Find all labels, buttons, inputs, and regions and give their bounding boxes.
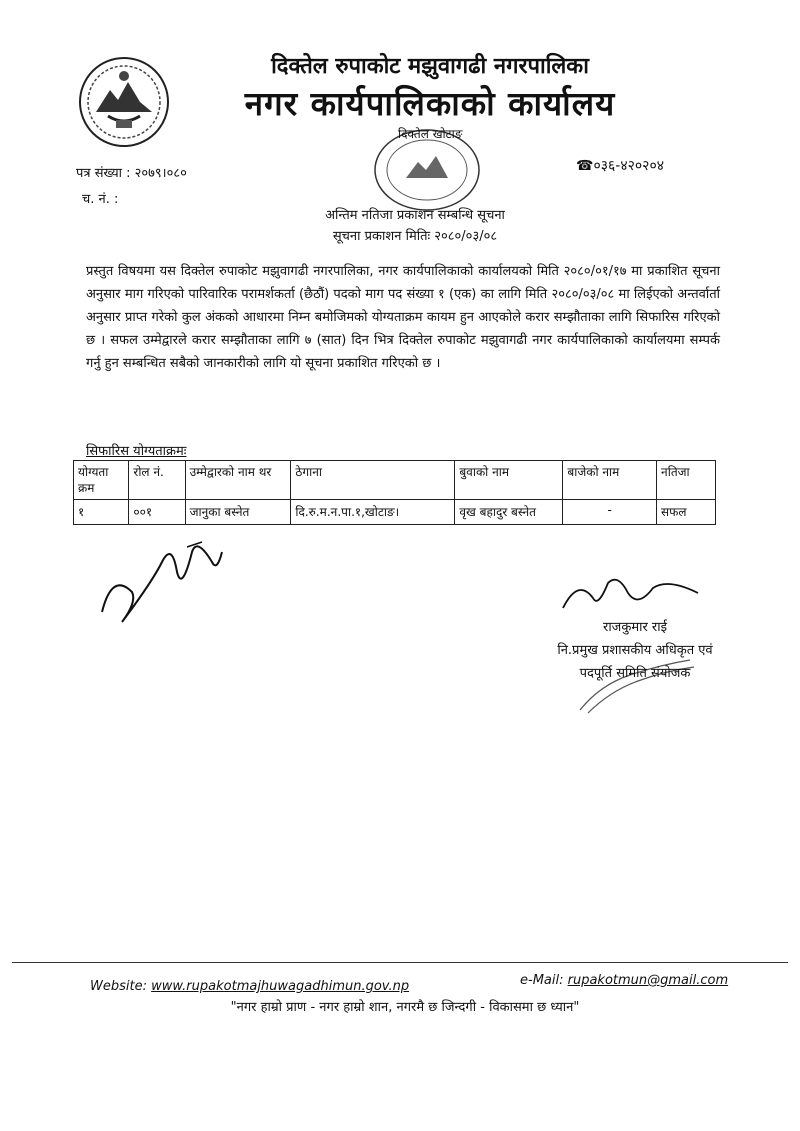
footer-website [90,979,409,994]
ranking-title: सिफारिस योग्यताक्रमः [86,444,187,459]
left-signature [92,532,252,632]
cell-rank: १ [74,500,129,525]
notice-body [86,260,720,375]
phone-number: ☎०३६-४२०२०४ [576,158,665,174]
header-result: नतिजा [657,461,716,500]
office-name: नगर कार्यपालिकाको कार्यालय [244,84,616,123]
ranking-table [73,460,716,525]
website-link[interactable]: www.rupakotmajhuwagadhimun.gov.np [151,979,410,994]
right-signature [558,568,708,618]
cell-address: दि.रु.म.न.पा.१,खोटाङ। [291,500,455,525]
cell-candidate: जानुका बस्नेत [185,500,291,525]
email-label: e-Mail: [520,973,568,988]
footer-divider [12,962,788,963]
signatory-title: नि.प्रमुख प्रशासकीय अधिकृत एवं [557,643,713,658]
municipality-name: दिक्तेल रुपाकोट मझुवागढी नगरपालिका [271,54,589,79]
header-candidate: उम्मेद्वारको नाम थर [185,461,291,500]
dispatch-number: च. नं. : [82,192,119,207]
header-roll: रोल नं. [129,461,185,500]
cell-father: वृख बहादुर बस्नेत [455,500,563,525]
footer-slogan: "नगर हाम्रो प्राण - नगर हाम्रो शान, नगरमै छ जिन्दगी - विकासमा छ ध्यान" [230,1000,580,1015]
email-link[interactable]: rupakotmun@gmail.com [567,973,729,988]
cell-grandfather: - [563,500,657,525]
stamp-location: दिक्तेल खोटाङ [398,127,463,141]
signatory-role: पदपूर्ति समिति संयोजक [579,666,691,681]
letter-number: पत्र संख्या : २०७९।०८० [76,166,187,181]
notice-date: सूचना प्रकाशन मितिः २०८०/०३/०८ [332,229,498,244]
body-paragraph: प्रस्तुत विषयमा यस दिक्तेल रुपाकोट मझुवागढी नगरपालिका, नगर कार्यपालिकाको कार्यालयको मिति २०८०/०१/१७ मा प्रकाशित सूचना अनुसार माग गरिएको पारिवारिक परामर्शकर्ता (छैठौं) पदको माग पद संख्या १ (एक) का लागि मिति २०८०/०३/०८ मा लिईएको अन्तर्वार्ता अनुसार प्राप्त गरेको कुल अंकको आधारमा निम्न बमोजिमको योग्यताक्रम कायम हुन आएकोले करार सम्झौताका लागि सिफारिस गरिएको छ । सफल उम्मेद्वारले करार सम्झौताका लागि ७ (सात) दिन भित्र दिक्तेल रुपाकोट मझुवागढी नगर कार्यपालिकाको कार्यालयमा सम्पर्क गर्नु हुन सम्बन्धित सबैको जानकारीको लागि यो सूचना प्रकाशित गरिएको छ । [86,264,720,371]
table-row [74,500,716,525]
signatory-name: राजकुमार राई [603,620,667,635]
header-rank: योग्यता क्रम [74,461,129,500]
notice-title: अन्तिम नतिजा प्रकाशन सम्बन्धि सूचना [325,208,505,223]
signatory-block [535,616,735,685]
website-label: Website: [90,979,152,994]
cell-result: सफल [657,500,716,525]
footer-email [520,973,728,988]
table-header-row [74,461,716,500]
notice-heading [0,205,800,247]
cell-roll: ००१ [129,500,185,525]
header-father: बुवाको नाम [455,461,563,500]
header-grandfather: बाजेको नाम [563,461,657,500]
header-address: ठेगाना [291,461,455,500]
